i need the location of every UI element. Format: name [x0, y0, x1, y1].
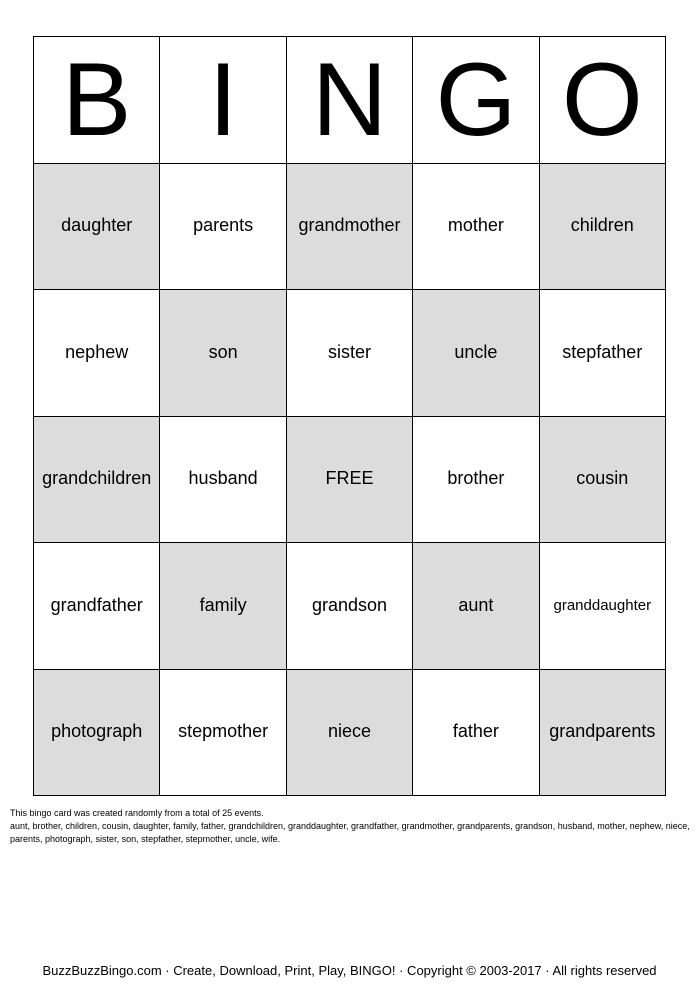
bingo-cell: nephew [34, 290, 160, 417]
bingo-cell: sister [287, 290, 413, 417]
bingo-cell: grandparents [540, 670, 666, 797]
bingo-cell: grandfather [34, 543, 160, 670]
note-summary: This bingo card was created randomly from a total of 25 events. [10, 808, 264, 818]
bingo-cell: grandchildren [34, 417, 160, 544]
header-letter-o: O [540, 37, 666, 164]
bingo-cell: niece [287, 670, 413, 797]
bingo-cell: granddaughter [540, 543, 666, 670]
header-letter-i: I [160, 37, 286, 164]
bingo-cell: family [160, 543, 286, 670]
bingo-cell: husband [160, 417, 286, 544]
bingo-cell: father [413, 670, 539, 797]
bingo-cell: brother [413, 417, 539, 544]
header-letter-n: N [287, 37, 413, 164]
bingo-cell: aunt [413, 543, 539, 670]
bingo-cell: stepfather [540, 290, 666, 417]
bingo-cell: cousin [540, 417, 666, 544]
bingo-cell: daughter [34, 164, 160, 291]
bingo-cell: parents [160, 164, 286, 291]
bingo-cell: grandson [287, 543, 413, 670]
header-letter-g: G [413, 37, 539, 164]
free-space-cell: FREE [287, 417, 413, 544]
bingo-cell: son [160, 290, 286, 417]
bingo-cell: mother [413, 164, 539, 291]
bingo-cell: children [540, 164, 666, 291]
bingo-cell: stepmother [160, 670, 286, 797]
bingo-cell: uncle [413, 290, 539, 417]
note-word-list: aunt, brother, children, cousin, daughter, family, father, grandchildren, granddaughter, grandfather, grandmother, grandparents, grandson, husband, mother, nephew, niece, parents, photograph, sister, son, stepfather, stepmother, uncle, wife. [10, 821, 690, 844]
header-letter-b: B [34, 37, 160, 164]
bingo-card [33, 36, 666, 796]
bingo-cell: grandmother [287, 164, 413, 291]
card-generation-note [10, 807, 690, 846]
bingo-cell: photograph [34, 670, 160, 797]
page-footer: BuzzBuzzBingo.com · Create, Download, Print, Play, BINGO! · Copyright © 2003-2017 · All rights reserved [42, 963, 657, 978]
